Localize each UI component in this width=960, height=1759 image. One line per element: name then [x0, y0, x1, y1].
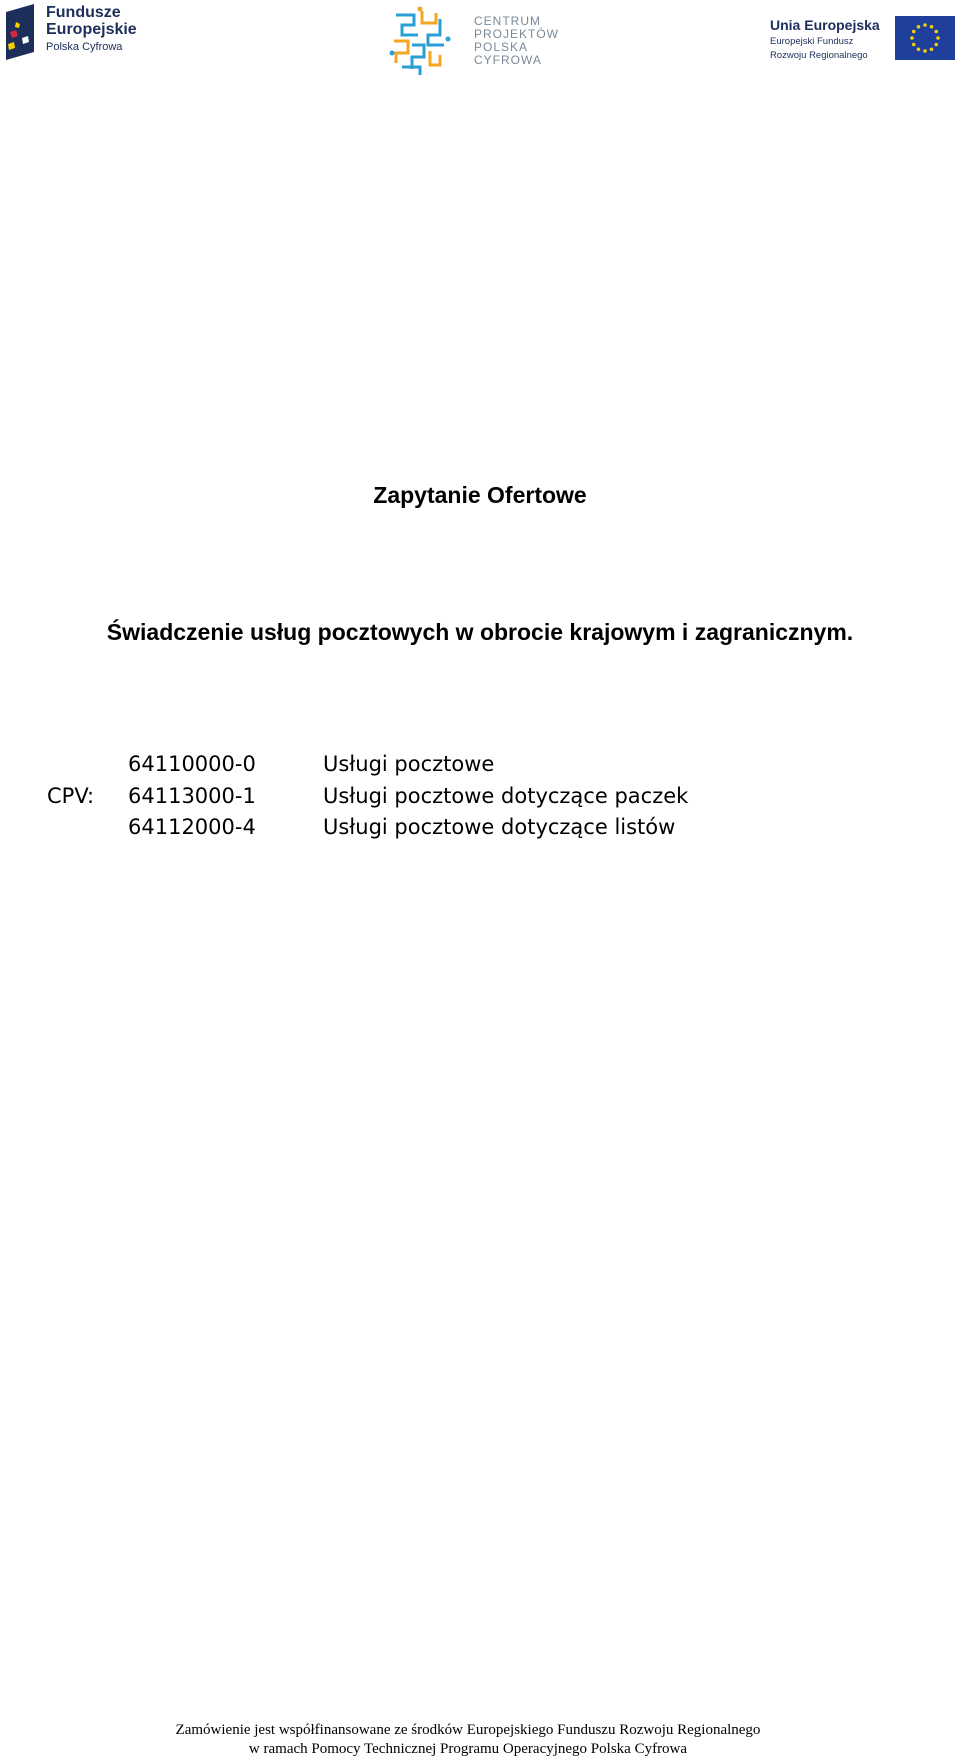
- cpp-maze-icon: [388, 5, 452, 77]
- eu-star-icon: [934, 43, 938, 47]
- eu-star-icon: [923, 23, 927, 27]
- document-subtitle: Świadczenie usług pocztowych w obrocie krajowym i zagranicznym.: [106, 619, 854, 645]
- fe-emblem-icon: [4, 2, 44, 62]
- ue-logo-line3: Rozwoju Regionalnego: [770, 49, 868, 61]
- cpv-code: 64113000-1: [128, 784, 256, 808]
- fe-logo-line3: Polska Cyfrowa: [46, 40, 123, 53]
- cpv-label: CPV:: [47, 784, 95, 808]
- ue-logo-line1: Unia Europejska: [770, 17, 880, 33]
- eu-star-icon: [912, 30, 916, 34]
- cpp-logo-line4: CYFROWA: [474, 53, 542, 67]
- cpv-code: 64110000-0: [128, 752, 256, 776]
- fundusze-europejskie-logo: [4, 2, 137, 62]
- eu-star-icon: [910, 36, 914, 40]
- eu-star-icon: [934, 30, 938, 34]
- fe-logo-line1: Fundusze: [46, 4, 121, 21]
- eu-star-icon: [923, 49, 927, 53]
- ue-logo-line2: Europejski Fundusz: [770, 35, 854, 47]
- eu-star-icon: [930, 25, 934, 29]
- cpv-code: 64112000-4: [128, 815, 256, 839]
- eu-star-icon: [930, 47, 934, 51]
- cpv-description: Usługi pocztowe: [323, 752, 495, 776]
- footer-funding-line1: Zamówienie jest współfinansowane ze środków Europejskiego Funduszu Rozwoju Regionalnego: [175, 1722, 761, 1738]
- footer-funding-line2: w ramach Pomocy Technicznej Programu Operacyjnego Polska Cyfrowa: [248, 1741, 688, 1757]
- eu-star-icon: [912, 43, 916, 47]
- cpp-logo-line3: POLSKA: [474, 40, 529, 54]
- eu-star-icon: [936, 36, 940, 40]
- centrum-projektow-logo: [388, 5, 558, 77]
- document-title: Zapytanie Ofertowe: [373, 482, 587, 508]
- cpp-logo-line1: CENTRUM: [474, 14, 541, 28]
- unia-europejska-logo: [770, 14, 956, 62]
- eu-star-icon: [917, 25, 921, 29]
- eu-flag-icon: [895, 16, 955, 60]
- eu-star-icon: [917, 47, 921, 51]
- fe-logo-line2: Europejskie: [46, 20, 137, 38]
- cpp-logo-line2: PROJEKTÓW: [474, 27, 560, 41]
- cpv-description: Usługi pocztowe dotyczące paczek: [323, 784, 689, 808]
- cpv-description: Usługi pocztowe dotyczące listów: [323, 815, 676, 839]
